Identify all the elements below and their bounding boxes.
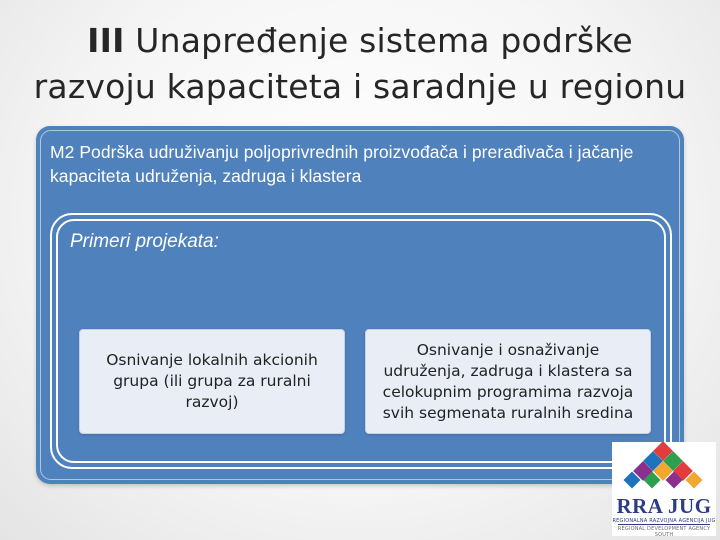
title-line-1-text: Unapređenje sistema podrške [124,21,633,60]
example-card-2-text: Osnivanje i osnaživanje udruženja, zadruga i klastera sa celokupnim programima razvoja svih segmenata ruralnih sredina [382,340,634,422]
examples-heading: Primeri projekata: [70,231,219,252]
title-line-1 [0,18,720,64]
slide-title [0,18,720,110]
logo-subtitle: REGIONALNA RAZVOJNA AGENCIJA JUG [612,518,716,524]
example-card-2 [365,329,651,434]
logo-subtitle-en: REGIONAL DEVELOPMENT AGENCY SOUTH [617,526,711,538]
measure-text: M2 Podrška udruživanju poljoprivrednih proizvođača i prerađivača i jačanje kapaciteta udruženja, zadruga i klastera [50,142,634,186]
logo-name: RRA JUG [616,494,712,518]
measure-panel [36,126,684,484]
logo-divider [618,524,710,525]
examples-panel [50,213,672,469]
title-roman-numeral: III [87,21,125,60]
rra-jug-logo [612,442,716,536]
logo-diamonds-icon [612,442,716,498]
example-card-1-text: Osnivanje lokalnih akcionih grupa (ili grupa za ruralni razvoj) [106,351,318,411]
example-card-1 [79,329,345,434]
title-line-2: razvoju kapaciteta i saradnje u regionu [33,67,687,106]
